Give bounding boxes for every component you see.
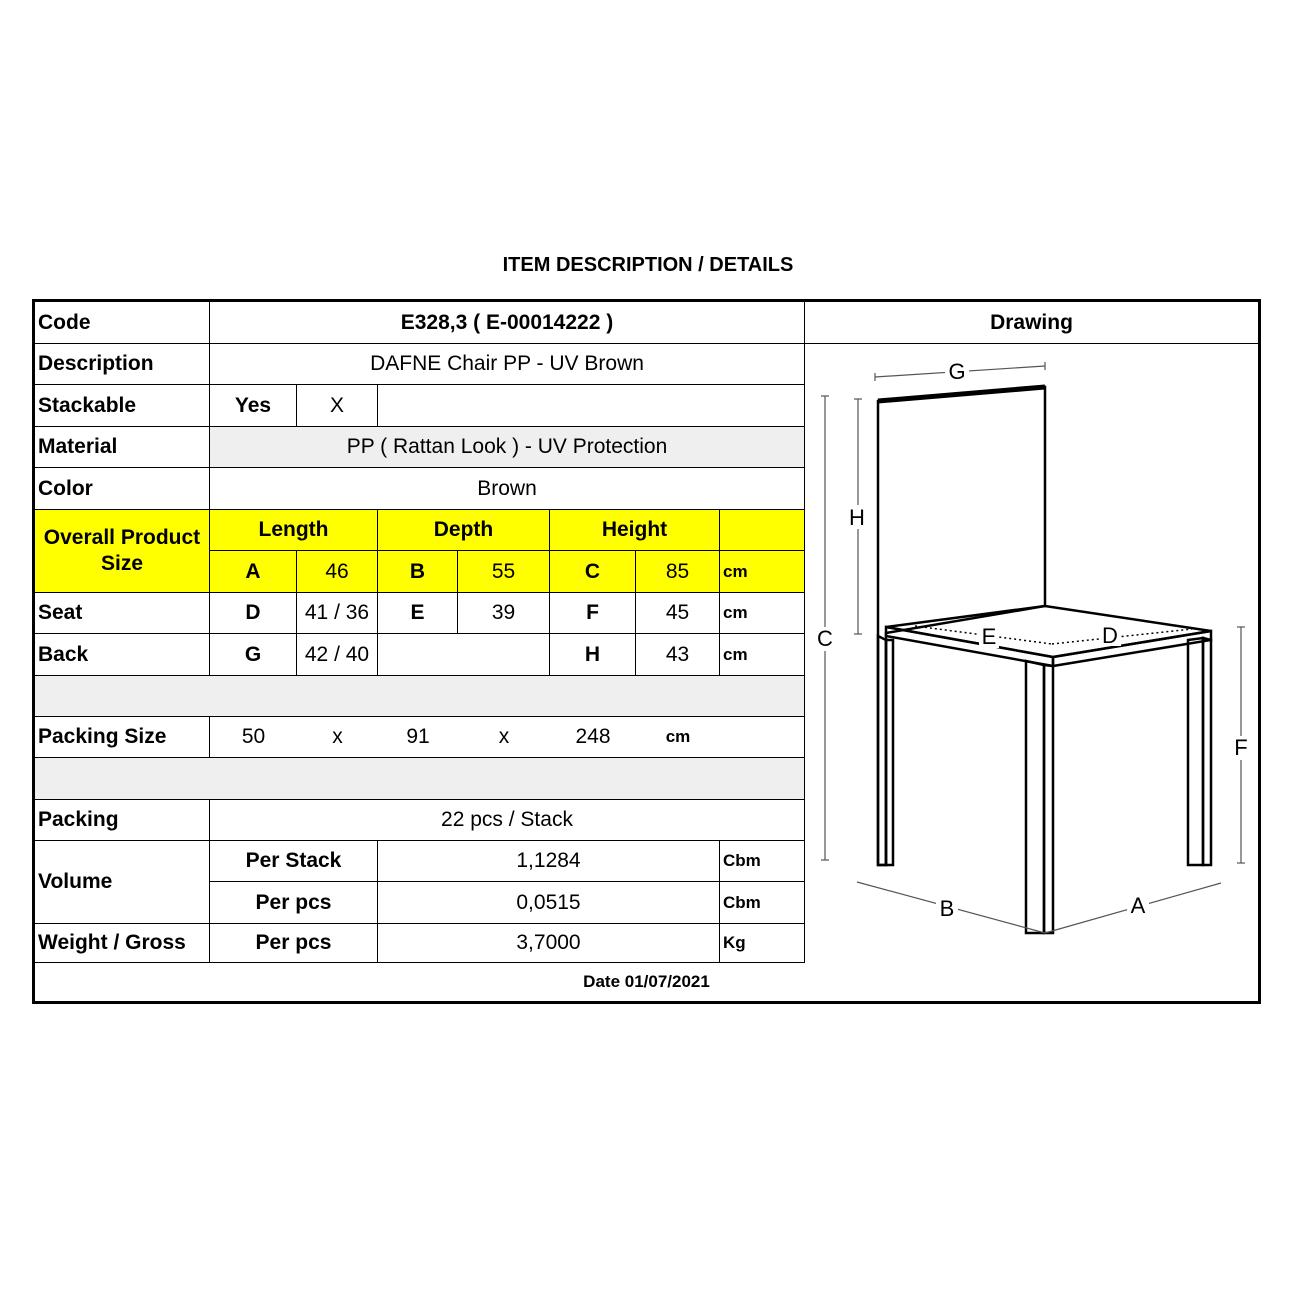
- seat-label: Seat: [35, 593, 210, 634]
- dim-f-value: 45: [636, 593, 720, 634]
- packing-size-unit: cm: [665, 727, 691, 746]
- dim-d-letter: D: [210, 593, 297, 634]
- leg-front-right: [1188, 638, 1203, 865]
- stackable-yes: Yes: [210, 385, 297, 427]
- drawing-label-b: B: [939, 896, 955, 921]
- drawing-label-c: C: [817, 626, 833, 651]
- volume-label: Volume: [35, 841, 210, 924]
- drawing-label-f: F: [1234, 735, 1248, 760]
- dim-h-value: 43: [636, 634, 720, 676]
- date-footer: Date 01/07/2021: [583, 972, 710, 991]
- dim-h-letter: H: [550, 634, 636, 676]
- color-label: Color: [35, 468, 210, 510]
- dim-g-value: 42 / 40: [297, 634, 378, 676]
- packing-size-width: 91: [406, 725, 430, 748]
- spacer-row-2: [35, 758, 805, 800]
- dim-e-letter: E: [378, 593, 458, 634]
- overall-empty: [720, 510, 805, 551]
- dim-a-letter: A: [210, 551, 297, 593]
- weight-unit: Kg: [720, 924, 805, 963]
- drawing-label-e: E: [981, 624, 997, 649]
- packing-size-cell: [210, 717, 805, 758]
- dim-a-value: 46: [297, 551, 378, 593]
- dim-b-letter: B: [378, 551, 458, 593]
- weight-per-pcs-label: Per pcs: [210, 924, 378, 963]
- drawing-header: Drawing: [805, 302, 1258, 344]
- packing-size-length: 50: [241, 725, 266, 748]
- height-header: Height: [550, 510, 720, 551]
- volume-per-stack-label: Per Stack: [210, 841, 378, 882]
- dim-f-letter: F: [550, 593, 636, 634]
- seat-unit: cm: [720, 593, 805, 634]
- description-label: Description: [35, 344, 210, 385]
- drawing-label-a: A: [1130, 893, 1146, 918]
- overall-size-label-text: Overall Product Size: [43, 526, 201, 575]
- leg-front-left: [1026, 661, 1044, 933]
- dim-g-letter: G: [210, 634, 297, 676]
- overall-unit: cm: [720, 551, 805, 593]
- packing-size-height: 248: [575, 725, 611, 748]
- packing-value: 22 pcs / Stack: [210, 800, 805, 841]
- leg-back-left: [886, 640, 893, 865]
- packing-label: Packing: [35, 800, 210, 841]
- packing-size-x2: x: [498, 725, 510, 748]
- dim-e-value: 39: [458, 593, 550, 634]
- stackable-empty: [378, 385, 805, 427]
- chair-drawing: [805, 344, 1258, 963]
- weight-value: 3,7000: [378, 924, 720, 963]
- volume-per-pcs-value: 0,0515: [378, 882, 720, 924]
- chair-drawing-svg: [805, 344, 1258, 963]
- overall-size-label: [35, 510, 210, 593]
- drawing-label-d: D: [1102, 623, 1118, 648]
- drawing-label-h: H: [849, 505, 865, 530]
- volume-per-pcs-unit: Cbm: [720, 882, 805, 924]
- packing-size-x1: x: [332, 725, 343, 748]
- volume-per-stack-unit: Cbm: [720, 841, 805, 882]
- stackable-mark: X: [297, 385, 378, 427]
- material-label: Material: [35, 427, 210, 468]
- dim-b-value: 55: [458, 551, 550, 593]
- dim-d-value: 41 / 36: [297, 593, 378, 634]
- document-title: ITEM DESCRIPTION / DETAILS: [502, 254, 794, 276]
- spacer-row: [35, 676, 805, 717]
- spec-sheet-table: [32, 299, 1261, 1004]
- code-value: E328,3 ( E-00014222 ): [210, 302, 805, 344]
- packing-size-label: Packing Size: [35, 717, 210, 758]
- stackable-label: Stackable: [35, 385, 210, 427]
- length-header: Length: [210, 510, 378, 551]
- volume-per-pcs-label: Per pcs: [210, 882, 378, 924]
- code-label: Code: [35, 302, 210, 344]
- dim-c-value: 85: [636, 551, 720, 593]
- back-empty: [378, 634, 550, 676]
- dim-c-letter: C: [550, 551, 636, 593]
- weight-label: Weight / Gross: [35, 924, 210, 963]
- drawing-label-g: G: [948, 359, 966, 384]
- back-label: Back: [35, 634, 210, 676]
- description-value: DAFNE Chair PP - UV Brown: [210, 344, 805, 385]
- material-value: PP ( Rattan Look ) - UV Protection: [210, 427, 805, 468]
- back-unit: cm: [720, 634, 805, 676]
- volume-per-stack-value: 1,1284: [378, 841, 720, 882]
- color-value: Brown: [210, 468, 805, 510]
- depth-header: Depth: [378, 510, 550, 551]
